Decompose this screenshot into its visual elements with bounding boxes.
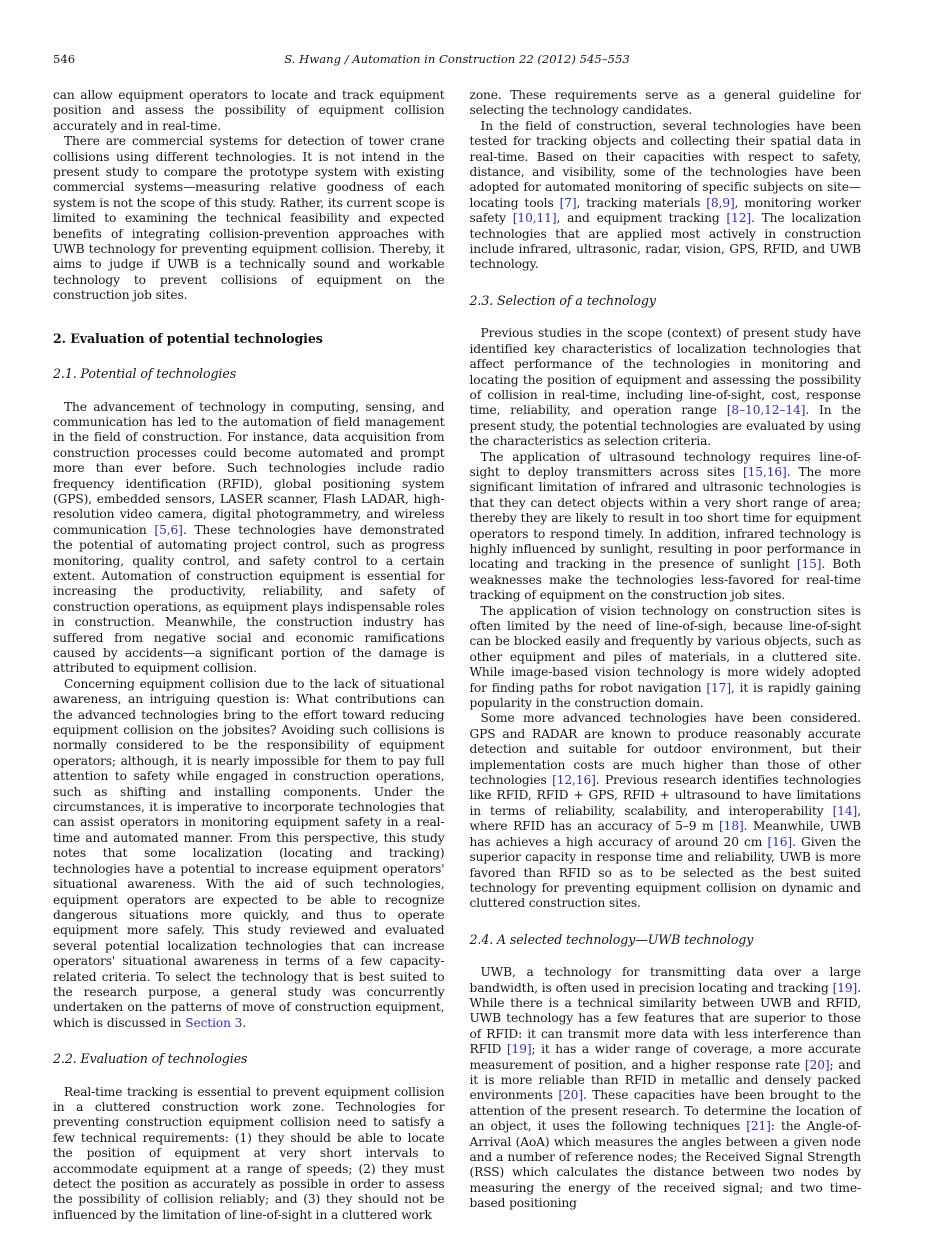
citation-link[interactable]: [16] <box>767 834 793 849</box>
paragraph: Concerning equipment collision due to the lack of situational awareness, an intriguing question is: What contributions can the advanced technologies bring to the effort toward reducing equipment collision on the jobsites? Avoiding such collisions is normally considered to be the responsibility of equipment operators; although, it is nearly impossible for them to pay full attention to safety while engaged in construction operations, such as shifting and installing components. Under the circumstances, it is imperative to incorporate technologies that can assist operators in monitoring equipment safety in a real-time and automated manner. From this perspective, this study notes that some localization (locating and tracking) technologies have a potential to increase equipment operators' situational awareness. With the aid of such technologies, equipment operators are expected to be able to recognize dangerous situations more quickly, and thus to operate equipment more safely. This study reviewed and evaluated several potential localization technologies that can increase operators' situational awareness in terms of a few capacity-related criteria. To select the technology that is best suited to the research purpose, a general study was concurrently undertaken on the patterns of move of construction equipment, which is discussed in Section 3. <box>53 676 445 1030</box>
citation-link[interactable]: [18] <box>719 819 744 834</box>
subsection-heading: 2.2. Evaluation of technologies <box>53 1051 248 1067</box>
citation-link[interactable]: [12,16] <box>552 773 596 788</box>
paragraph: Previous studies in the scope (context) of present study have identified key characteristics of localization technologies that affect performance of the technologies in monitoring and locating the position of equipment and assessing the possibility of collision in real-time, including line-of-sight, cost, response time, reliability, and operation range [8–10,12–14]. In the present study, the potential technologies are evaluated by using the characteristics as selection criteria. <box>469 326 861 449</box>
paragraph: Real-time tracking is essential to prevent equipment collision in a cluttered construction work zone. Technologies for preventing construction equipment collision need to satisfy a few technical requirements: (1) they should be able to locate the position of equipment at very short intervals to accommodate equipment at a range of speeds; (2) they must detect the position as accurately as possible in order to assess the possibility of collision reliably; and (3) they should not be influenced by the limitation of line-of-sight in a cluttered work <box>53 1084 445 1222</box>
page-number: 546 <box>53 52 76 66</box>
running-head: S. Hwang / Automation in Construction 22 (2012) 545–553 <box>284 52 630 66</box>
citation-link[interactable]: [20] <box>558 1088 583 1103</box>
paragraph: UWB, a technology for transmitting data over a large bandwidth, is often used in precision locating and tracking [19]. While there is a technical similarity between UWB and RFID, UWB technology has a few features that are superior to those of RFID: it can transmit more data with less interference than RFID [19]; it has a wider range of coverage, a more accurate measurement of position, and a higher response rate [20]; and it is more reliable than RFID in metallic and densely packed environments [20]. These capacities have been brought to the attention of the present research. To determine the location of an object, it uses the following techniques [21]: the Angle-of-Arrival (AoA) which measures the angles between a given node and a number of reference nodes; the Received Signal Strength (RSS) which calculates the distance between two nodes by measuring the energy of the received signal; and two time-based positioning <box>469 965 862 1211</box>
citation-link[interactable]: [19] <box>832 980 858 995</box>
citation-link[interactable]: [8–10,12–14] <box>726 403 806 418</box>
paragraph: The application of vision technology on construction sites is often limited by the need of line-of-sigh, because line-of-sight can be blocked easily and frequently by various objects, such as other equipment and piles of materials, in a cluttered site. While image-based vision technology is more widely adopted for finding paths for robot navigation [17], it is rapidly gaining popularity in the construction domain. <box>469 603 861 711</box>
paragraph: can allow equipment operators to locate and track equipment position and assess the possibility of equipment collision accurately and in real-time. <box>53 88 445 133</box>
right-column <box>470 88 862 1223</box>
article-body <box>53 88 861 1223</box>
citation-link[interactable]: [17] <box>706 680 731 695</box>
subsection-heading: 2.1. Potential of technologies <box>53 366 237 382</box>
paragraph: The application of ultrasound technology requires line-of-sight to deploy transmitters across sites [15,16]. The more significant limitation of infrared and ultrasonic technologies is that they can detect objects within a very short range of area; thereby they are likely to result in too short time for equipment operators to respond timely. In addition, infrared technology is highly influenced by sunlight, resulting in poor performance in locating and tracking in the presence of sunlight [15]. Both weaknesses make the technologies less-favored for real-time tracking of equipment on the construction job sites. <box>469 449 861 603</box>
citation-link[interactable]: [14] <box>832 803 858 818</box>
paragraph: In the field of construction, several technologies have been tested for tracking objects and collecting their spatial data in real-time. Based on their capacities with respect to safety, distance, and visibility, some of the technologies have been adopted for automated monitoring of specific subjects on site—locating tools [7], tracking materials [8,9], monitoring worker safety [10,11], and equipment tracking [12]. The localization technologies that are applied most actively in construction include infrared, ultrasonic, radar, vision, GPS, RFID, and UWB technology. <box>469 118 861 272</box>
citation-link[interactable]: [10,11] <box>512 211 557 226</box>
section-heading: 2. Evaluation of potential technologies <box>53 330 323 346</box>
paragraph: zone. These requirements serve as a general guideline for selecting the technology candidates. <box>469 88 861 118</box>
citation-link[interactable]: [20] <box>804 1057 830 1072</box>
subsection-heading: 2.4. A selected technology—UWB technology <box>469 931 754 947</box>
paragraph: There are commercial systems for detection of tower crane collisions using different technologies. It is not intend in the present study to compare the prototype system with existing commercial systems—measuring relative goodness of each system is not the scope of this study. Rather, its current scope is limited to examining the technical feasibility and expected benefits of integrating collision-prevention approaches with UWB technology for preventing equipment collision. Thereby, it aims to judge if UWB is a technically sound and workable technology to prevent collisions of equipment on the construction job sites. <box>53 134 445 303</box>
citation-link[interactable]: [5,6] <box>154 522 183 537</box>
paragraph: Some more advanced technologies have been considered. GPS and RADAR are known to produce reasonably accurate detection and suitable for outdoor environment, but their implementation costs are much higher than those of other technologies [12,16]. Previous research identifies technologies like RFID, RFID + GPS, RFID + ultrasound to have limitations in terms of reliability, scalability, and interoperability [14], where RFID has an accuracy of 5–9 m [18]. Meanwhile, UWB has achieves a high accuracy of around 20 cm [16]. Given the superior capacity in response time and reliability, UWB is more favored than RFID so as to be selected as the best suited technology for preventing equipment collision on dynamic and cluttered construction sites. <box>469 711 862 911</box>
page-header <box>53 52 861 67</box>
citation-link[interactable]: [7] <box>559 195 577 210</box>
citation-link[interactable]: [8,9] <box>706 195 735 210</box>
citation-link[interactable]: [12] <box>726 211 752 226</box>
citation-link[interactable]: [19] <box>506 1042 532 1057</box>
citation-link[interactable]: [21] <box>746 1119 771 1134</box>
left-column <box>53 88 445 1223</box>
citation-link[interactable]: [15,16] <box>743 464 787 479</box>
subsection-heading: 2.3. Selection of a technology <box>469 292 656 308</box>
cross-reference-link[interactable]: Section 3 <box>185 1015 243 1030</box>
paragraph: The advancement of technology in computing, sensing, and communication has led to the automation of field management in the field of construction. For instance, data acquisition from construction processes could become automated and prompt more than ever before. Such technologies include radio frequency identification (RFID), global positioning system (GPS), embedded sensors, LASER scanner, Flash LADAR, high-resolution video camera, digital photogrammetry, and wireless communication [5,6]. These technologies have demonstrated the potential of automating project control, such as progress monitoring, quality control, and safety control to a certain extent. Automation of construction equipment is essential for increasing the productivity, reliability, and safety of construction operations, as equipment plays indispensable roles in construction. Meanwhile, the construction industry has suffered from negative social and economic ramifications caused by accidents—a significant portion of the damage is attributed to equipment collision. <box>53 399 445 676</box>
citation-link[interactable]: [15] <box>796 557 822 572</box>
